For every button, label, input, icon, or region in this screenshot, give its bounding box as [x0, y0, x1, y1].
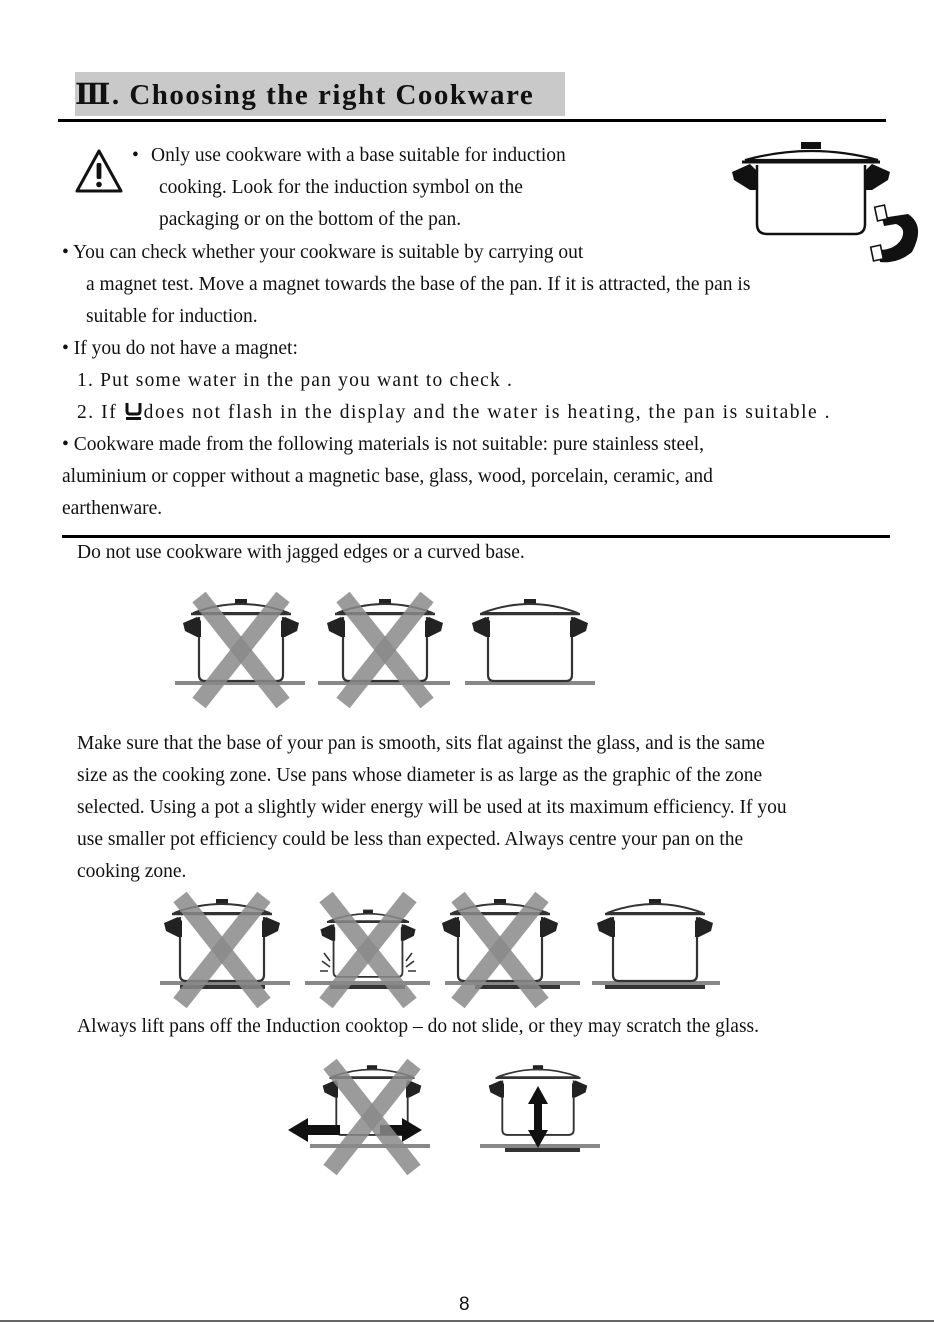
- warning-icon: [74, 148, 124, 194]
- smooth-line-1: Make sure that the base of your pan is smooth, sits flat against the glass, and is the same: [77, 733, 765, 754]
- footer-rule: [0, 1320, 934, 1322]
- lift-arrow-icon: [528, 1086, 548, 1148]
- section-numeral: Ⅲ: [75, 79, 112, 111]
- magnet-test-line-1: • You can check whether your cookware is suitable by carrying out: [62, 242, 584, 263]
- no-magnet-step-1: 1. Put some water in the pan you want to check .: [77, 370, 514, 391]
- lift-illustration: [280, 1058, 610, 1178]
- section-heading: [75, 72, 565, 116]
- magnet-icon: [871, 205, 918, 262]
- warning-line-3: packaging or on the bottom of the pan.: [159, 209, 462, 230]
- materials-line-3: earthenware.: [62, 498, 163, 519]
- lift-text: Always lift pans off the Induction cooktop – do not slide, or they may scratch the glass.: [77, 1016, 760, 1037]
- pot-illustration: [730, 140, 930, 270]
- warning-line-1: Only use cookware with a base suitable for induction: [151, 145, 566, 166]
- smooth-line-4: use smaller pot efficiency could be less than expected. Always centre your pan on the: [77, 829, 744, 850]
- smooth-line-2: size as the cooking zone. Use pans whose diameter is as large as the graphic of the zone: [77, 765, 763, 786]
- jagged-base-illustration: [175, 595, 605, 715]
- no-magnet-step-2: [77, 397, 831, 429]
- step-2-rest: does not flash in the display and the water is heating, the pan is suitable .: [143, 402, 832, 423]
- page-number: 8: [459, 1294, 470, 1315]
- materials-line-2: aluminium or copper without a magnetic base, glass, wood, porcelain, ceramic, and: [62, 466, 713, 487]
- materials-line-1: • Cookware made from the following materials is not suitable: pure stainless steel,: [62, 434, 705, 455]
- section-title: . Choosing the right Cookware: [111, 79, 535, 111]
- cross-mark-icon: [330, 1064, 414, 1170]
- warning-bullet: •: [132, 145, 139, 166]
- magnet-test-line-3: suitable for induction.: [86, 306, 258, 327]
- pan-size-illustration: [160, 895, 730, 1015]
- smooth-line-5: cooking zone.: [77, 861, 187, 882]
- pan-symbol-icon: [124, 401, 144, 421]
- no-magnet-intro: • If you do not have a magnet:: [62, 338, 298, 359]
- warning-line-2: cooking. Look for the induction symbol on the: [159, 177, 523, 198]
- magnet-test-line-2: a magnet test. Move a magnet towards the base of the pan. If it is attracted, the pan is: [86, 274, 751, 295]
- smooth-line-3: selected. Using a pot a slightly wider energy will be used at its maximum efficiency. If you: [77, 797, 787, 818]
- step-2-prefix: 2. If: [77, 402, 124, 423]
- heading-rule: [58, 119, 886, 122]
- jagged-text: Do not use cookware with jagged edges or a curved base.: [77, 542, 525, 563]
